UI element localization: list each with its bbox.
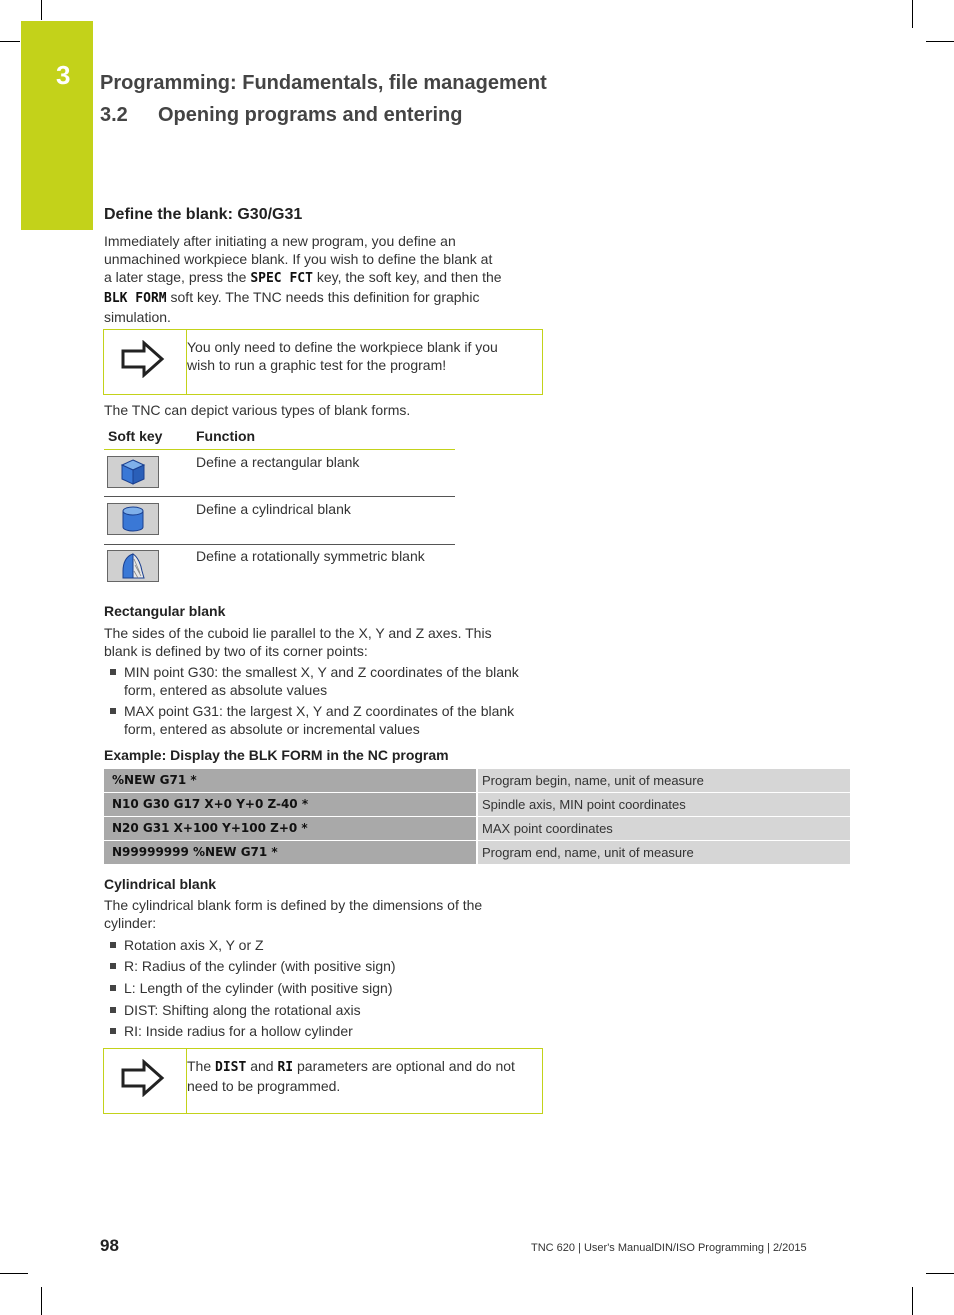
cylindrical-text: The cylindrical blank form is defined by the dimensions of the cylinder: xyxy=(104,897,483,931)
nc-code: N20 G31 X+100 Y+100 Z+0 * xyxy=(104,817,476,840)
softkey-rotational[interactable] xyxy=(107,550,159,582)
softkey-function: Define a rotationally symmetric blank xyxy=(196,548,425,564)
softkey-header: Soft key xyxy=(108,428,163,444)
section-number: 3.2 xyxy=(100,104,128,126)
note-text: You only need to define the workpiece blank if you wish to run a graphic test for the program! xyxy=(187,339,498,373)
ri-param: RI xyxy=(277,1060,294,1075)
nc-description: Program begin, name, unit of measure xyxy=(478,769,850,792)
crop-mark xyxy=(912,1287,913,1315)
nc-description: Program end, name, unit of measure xyxy=(478,841,850,864)
list-item: Rotation axis X, Y or Z xyxy=(124,937,264,953)
list-item: L: Length of the cylinder (with positive sign) xyxy=(124,980,393,996)
softkey-function: Define a rectangular blank xyxy=(196,454,360,470)
cube-icon xyxy=(108,457,158,487)
softkey-cylindrical[interactable] xyxy=(107,503,159,535)
section-title: Opening programs and entering xyxy=(158,104,463,126)
list-item: MAX point G31: the largest X, Y and Z coordinates of the blank form, entered as absolute or incremental values xyxy=(124,703,515,737)
list-item: R: Radius of the cylinder (with positive sign) xyxy=(124,958,396,974)
intro-paragraph xyxy=(104,232,544,326)
nc-description: Spindle axis, MIN point coordinates xyxy=(478,793,850,816)
intro-line: Immediately after initiating a new program, you define an xyxy=(104,233,456,249)
crop-mark xyxy=(926,1273,954,1274)
chapter-tab xyxy=(21,21,93,230)
cylinder-icon xyxy=(108,504,158,534)
crop-mark xyxy=(41,0,42,20)
arrow-right-icon xyxy=(120,1059,166,1097)
intro-line: unmachined workpiece blank. If you wish to define the blank at xyxy=(104,251,493,267)
arrow-right-icon xyxy=(120,340,166,378)
spec-fct-key: SPEC FCT xyxy=(250,271,313,286)
nc-code: %NEW G71 * xyxy=(104,769,476,792)
table-row xyxy=(104,817,850,840)
page-number: 98 xyxy=(100,1236,119,1255)
nc-code: N10 G30 G17 X+0 Y+0 Z-40 * xyxy=(104,793,476,816)
blk-form-key: BLK FORM xyxy=(104,291,167,306)
table-rule xyxy=(104,496,455,497)
chapter-number: 3 xyxy=(56,60,71,90)
rectangular-text: The sides of the cuboid lie parallel to the X, Y and Z axes. This blank is defined by two of its corner points: xyxy=(104,625,492,659)
example-heading: Example: Display the BLK FORM in the NC program xyxy=(104,747,449,763)
chapter-title: Programming: Fundamentals, file management xyxy=(100,72,547,94)
rectangular-heading: Rectangular blank xyxy=(104,603,226,619)
bullet xyxy=(110,963,116,969)
bullet xyxy=(110,669,116,675)
intro-line: BLK FORM soft key. The TNC needs this definition for graphic xyxy=(104,289,480,306)
dist-param: DIST xyxy=(215,1060,247,1075)
softkey-function: Define a cylindrical blank xyxy=(196,501,351,517)
intro-line: a later stage, press the SPEC FCT key, the soft key, and then the xyxy=(104,269,502,286)
note-box xyxy=(103,329,543,395)
crop-mark xyxy=(0,41,20,42)
function-header: Function xyxy=(196,428,256,444)
table-row xyxy=(104,769,850,792)
section-heading: Define the blank: G30/G31 xyxy=(104,206,303,223)
bullet xyxy=(110,985,116,991)
rotational-blank-icon xyxy=(108,551,158,581)
note-text: The DIST and RI parameters are optional and do not need to be programmed. xyxy=(187,1058,515,1094)
list-item: RI: Inside radius for a hollow cylinder xyxy=(124,1023,353,1039)
crop-mark xyxy=(912,0,913,28)
crop-mark xyxy=(0,1273,28,1274)
nc-description: MAX point coordinates xyxy=(478,817,850,840)
bullet xyxy=(110,1028,116,1034)
cylindrical-heading: Cylindrical blank xyxy=(104,876,217,892)
table-row xyxy=(104,841,850,864)
footer-text: TNC 620 | User's ManualDIN/ISO Programming | 2/2015 xyxy=(531,1242,807,1254)
bullet xyxy=(110,1007,116,1013)
crop-mark xyxy=(926,41,954,42)
intro-line: simulation. xyxy=(104,309,171,325)
list-item: DIST: Shifting along the rotational axis xyxy=(124,1002,361,1018)
nc-code: N99999999 %NEW G71 * xyxy=(104,841,476,864)
softkey-rectangular[interactable] xyxy=(107,456,159,488)
bullet xyxy=(110,708,116,714)
bullet xyxy=(110,942,116,948)
crop-mark xyxy=(41,1287,42,1315)
list-item: MIN point G30: the smallest X, Y and Z coordinates of the blank form, entered as absolute values xyxy=(124,664,519,698)
blank-forms-text: The TNC can depict various types of blank forms. xyxy=(104,402,411,418)
table-rule xyxy=(104,544,455,545)
table-rule xyxy=(104,449,455,450)
table-row xyxy=(104,793,850,816)
note-box xyxy=(103,1048,543,1114)
